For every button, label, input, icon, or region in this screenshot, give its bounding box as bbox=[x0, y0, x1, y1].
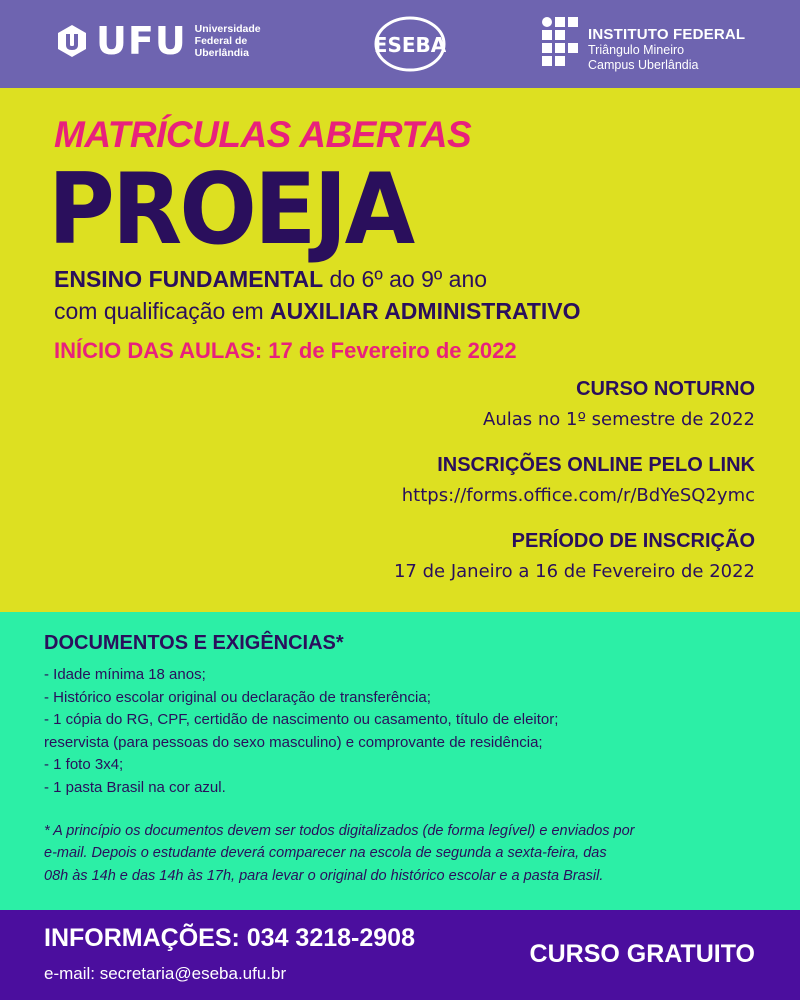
list-item: - 1 cópia do RG, CPF, certidão de nascimento ou casamento, título de eleitor; bbox=[44, 711, 559, 729]
start-date: INÍCIO DAS AULAS: 17 de Fevereiro de 2022 bbox=[54, 338, 517, 363]
kicker-text: MATRÍCULAS ABERTAS bbox=[54, 114, 472, 155]
eseba-logo bbox=[374, 16, 446, 72]
free-course-badge: CURSO GRATUITO bbox=[529, 940, 755, 968]
main-section bbox=[0, 88, 800, 612]
eseba-wordmark: ESEBA bbox=[374, 33, 446, 57]
qualification-line: com qualificação em AUXILIAR ADMINISTRATIVO bbox=[54, 298, 581, 324]
if-name: INSTITUTO FEDERAL Triângulo Mineiro Campus Uberlândia bbox=[588, 26, 746, 72]
documents-note: * A princípio os documentos devem ser todos digitalizados (de forma legível) e enviados por e-mail. Depois o estudante deverá comparecer na escola de segunda a sexta-feira, das 08h às 14h e das 14h às 17h, para levar o original do histórico escolar e a pasta Brasil. bbox=[44, 823, 635, 884]
contact-phone: INFORMAÇÕES: 034 3218-2908 bbox=[44, 924, 415, 952]
info-registration-period: PERÍODO DE INSCRIÇÃO 17 de Janeiro a 16 de Fevereiro de 2022 bbox=[393, 530, 755, 582]
ufu-emblem-icon bbox=[54, 23, 90, 59]
ufu-logo bbox=[54, 19, 261, 63]
registration-link[interactable]: https://forms.office.com/r/BdYeSQ2ymc bbox=[401, 485, 755, 506]
list-item: reservista (para pessoas do sexo masculino) e comprovante de residência; bbox=[44, 733, 543, 751]
if-logo bbox=[541, 16, 745, 73]
if-grid-icon bbox=[541, 16, 579, 68]
ufu-name: Universidade Federal de Uberlândia bbox=[194, 23, 261, 59]
info-online-link: INSCRIÇÕES ONLINE PELO LINK https://forms.office.com/r/BdYeSQ2ymc bbox=[401, 454, 755, 506]
page-title: PROEJA bbox=[48, 153, 413, 267]
documents-title: DOCUMENTOS E EXIGÊNCIAS* bbox=[44, 632, 344, 654]
documents-list bbox=[44, 664, 558, 800]
list-item: - Histórico escolar original ou declaração de transferência; bbox=[44, 688, 431, 706]
header-bar bbox=[0, 0, 800, 88]
ufu-wordmark: UFU bbox=[96, 19, 187, 63]
contact-email[interactable]: e-mail: secretaria@eseba.ufu.br bbox=[44, 964, 287, 983]
list-item: - 1 foto 3x4; bbox=[44, 756, 124, 774]
footer-bar bbox=[0, 910, 800, 1000]
documents-section bbox=[0, 612, 800, 910]
level-line: ENSINO FUNDAMENTAL do 6º ao 9º ano bbox=[54, 266, 488, 292]
info-night-course: CURSO NOTURNO Aulas no 1º semestre de 2022 bbox=[483, 378, 755, 430]
list-item: - Idade mínima 18 anos; bbox=[44, 666, 206, 683]
list-item: - 1 pasta Brasil na cor azul. bbox=[44, 778, 226, 796]
